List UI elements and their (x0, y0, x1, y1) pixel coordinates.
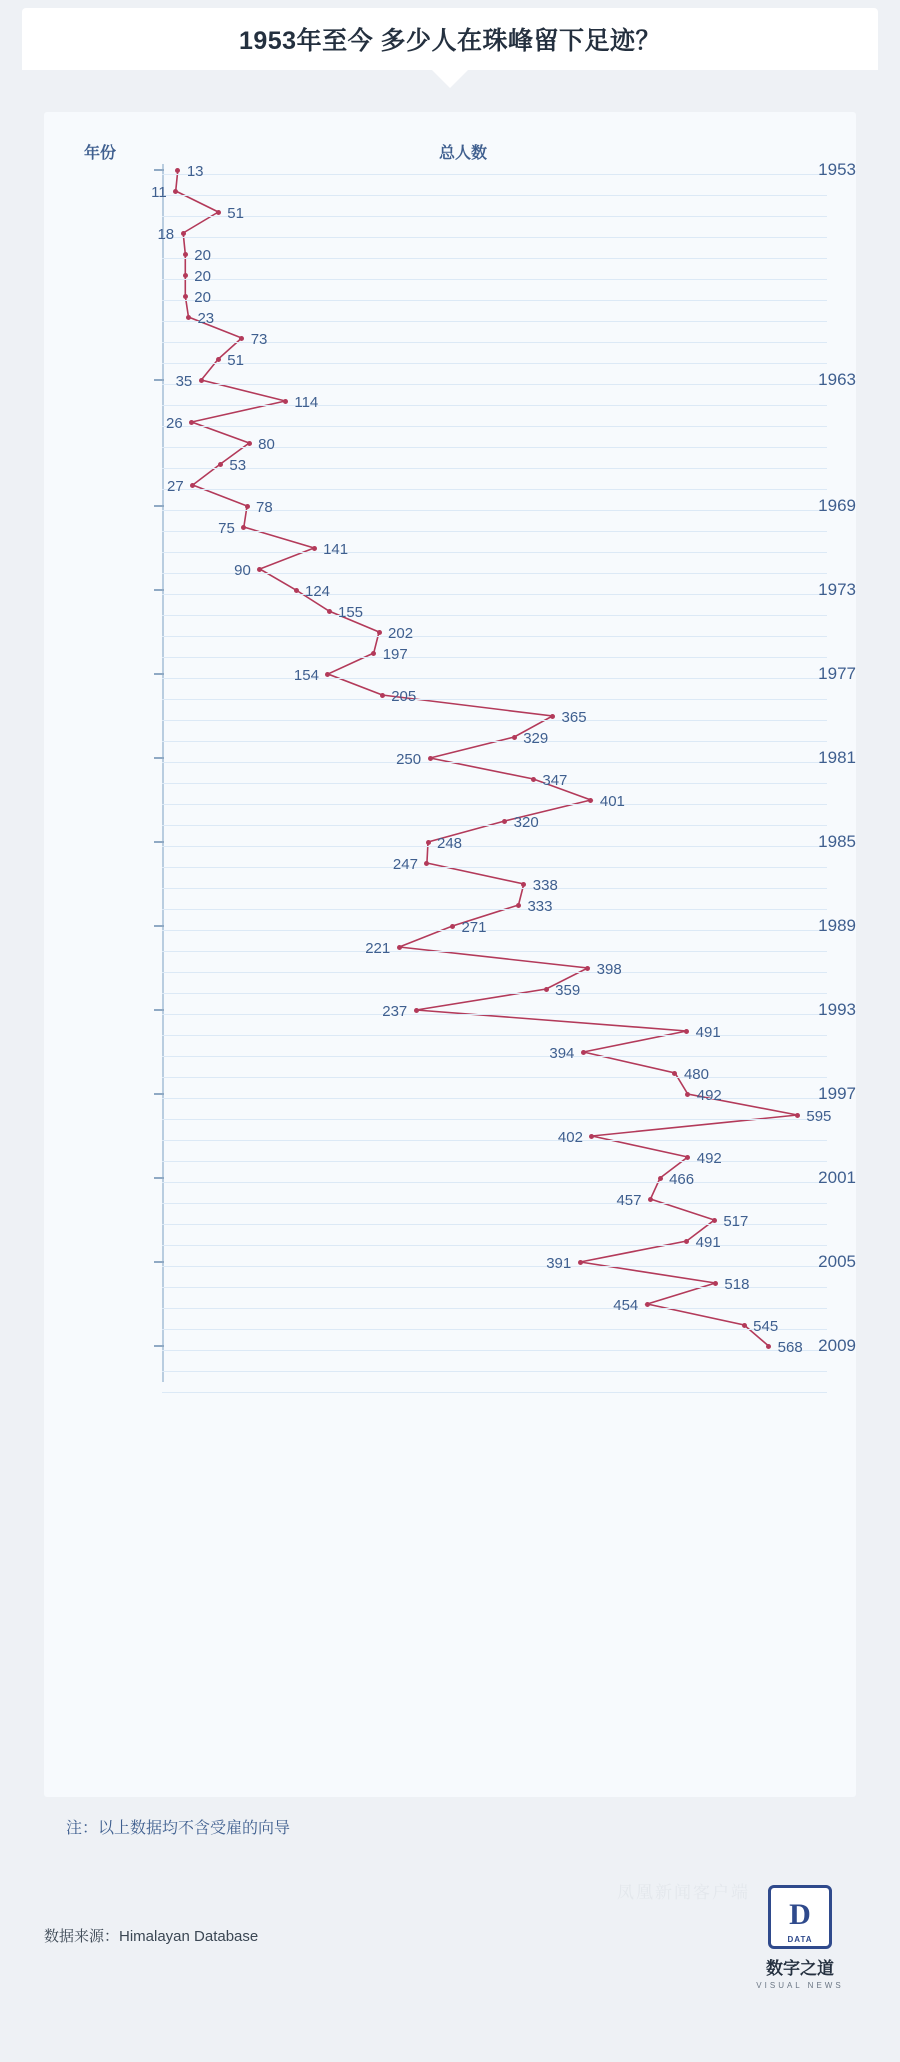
watermark-text: 凤凰新闻客户端 (617, 1883, 750, 1902)
data-point-label: 155 (338, 604, 364, 621)
data-point (684, 1029, 689, 1034)
data-point (183, 294, 188, 299)
data-point (294, 588, 299, 593)
data-point-label: 398 (596, 961, 622, 978)
y-axis-tick-mark (154, 1093, 164, 1095)
data-point-label: 237 (382, 1003, 408, 1020)
data-point (648, 1197, 653, 1202)
gridline (162, 1014, 827, 1015)
gridline (162, 300, 827, 301)
data-point (257, 567, 262, 572)
y-axis-tick-mark (154, 673, 164, 675)
data-point (684, 1239, 689, 1244)
data-point-label: 27 (167, 478, 184, 495)
data-point-label: 480 (683, 1066, 709, 1083)
data-point (183, 273, 188, 278)
data-point (585, 966, 590, 971)
y-axis-tick-label: 1993 (818, 1000, 856, 1019)
data-point-label: 329 (523, 730, 549, 747)
data-point-label: 347 (542, 772, 568, 789)
data-point-label: 11 (151, 184, 167, 201)
gridline (162, 888, 827, 889)
gridline (162, 1329, 827, 1330)
data-point (190, 483, 195, 488)
data-point (199, 378, 204, 383)
gridline (162, 468, 827, 469)
data-point-label: 402 (557, 1129, 583, 1146)
gridline (162, 1077, 827, 1078)
data-point (327, 609, 332, 614)
gridline (162, 174, 827, 175)
data-point (795, 1113, 800, 1118)
gridline (162, 1140, 827, 1141)
data-point-label: 73 (250, 331, 268, 348)
data-point (377, 630, 382, 635)
data-point-label: 250 (396, 751, 422, 768)
data-point-label: 359 (555, 982, 581, 999)
data-point-label: 333 (527, 898, 553, 915)
gridline (162, 1308, 827, 1309)
gridline (162, 405, 827, 406)
data-point-label: 26 (165, 415, 183, 432)
data-point-label: 197 (382, 646, 408, 663)
data-point (685, 1155, 690, 1160)
data-point (712, 1218, 717, 1223)
chart-line-series (44, 112, 856, 1797)
gridline (162, 426, 827, 427)
logo-letter: D (789, 1897, 811, 1931)
y-axis-tick-label: 1969 (818, 496, 856, 515)
gridline (162, 1350, 827, 1351)
y-axis-tick-label: 1977 (818, 664, 856, 683)
gridline (162, 1392, 827, 1393)
data-point-label: 20 (194, 247, 211, 264)
data-point (380, 693, 385, 698)
gridline (162, 678, 827, 679)
data-source: 数据来源：Himalayan Database (44, 1928, 259, 1945)
data-point (550, 714, 555, 719)
data-point-label: 248 (437, 835, 463, 852)
data-point-label: 518 (724, 1276, 750, 1293)
gridline (162, 1098, 827, 1099)
data-point-label: 35 (175, 373, 193, 390)
data-point (658, 1176, 663, 1181)
data-point (181, 231, 186, 236)
data-point-label: 394 (549, 1045, 575, 1062)
data-point-label: 247 (392, 856, 418, 873)
gridline (162, 1119, 827, 1120)
gridline (162, 1203, 827, 1204)
data-point-label: 492 (696, 1087, 722, 1104)
data-point (742, 1323, 747, 1328)
gridline (162, 384, 827, 385)
gridline (162, 741, 827, 742)
data-point-label: 466 (669, 1171, 695, 1188)
gridline (162, 573, 827, 574)
y-axis-tick-label: 1963 (818, 370, 856, 389)
data-point (428, 756, 433, 761)
data-point (544, 987, 549, 992)
gridline (162, 216, 827, 217)
data-point-label: 114 (294, 394, 319, 411)
gridline (162, 846, 827, 847)
data-point-label: 320 (513, 814, 539, 831)
axis-label-year: 年份 (84, 145, 117, 162)
y-axis-tick-label: 2001 (818, 1168, 856, 1187)
gridline (162, 1161, 827, 1162)
data-point-label: 221 (365, 940, 391, 957)
data-point (371, 651, 376, 656)
y-axis-tick-label: 1989 (818, 916, 856, 935)
gridline (162, 825, 827, 826)
data-point-label: 457 (616, 1192, 642, 1209)
y-axis-tick-label: 2005 (818, 1252, 856, 1271)
y-axis-tick-mark (154, 925, 164, 927)
data-point (216, 210, 221, 215)
data-point-label: 454 (613, 1297, 639, 1314)
gridline (162, 531, 827, 532)
data-point (173, 189, 178, 194)
data-point-label: 80 (258, 436, 275, 453)
data-point (685, 1092, 690, 1097)
y-axis-tick-mark (154, 841, 164, 843)
data-point-label: 18 (157, 226, 175, 243)
y-axis-tick-mark (154, 379, 164, 381)
data-point (186, 315, 191, 320)
gridline (162, 762, 827, 763)
y-axis-tick-mark (154, 169, 164, 171)
data-point-label: 20 (194, 289, 211, 306)
gridline (162, 657, 827, 658)
data-point (397, 945, 402, 950)
data-point-label: 51 (227, 205, 244, 222)
y-axis-tick-label: 1997 (818, 1084, 856, 1103)
data-point-label: 51 (227, 352, 244, 369)
gridline (162, 1035, 827, 1036)
gridline (162, 1182, 827, 1183)
gridline (162, 489, 827, 490)
data-point-label: 568 (777, 1339, 803, 1356)
y-axis-tick-label: 1981 (818, 748, 856, 767)
axis-label-total: 总人数 (439, 145, 488, 162)
gridline (162, 636, 827, 637)
data-point-label: 401 (599, 793, 625, 810)
gridline (162, 720, 827, 721)
data-point-label: 338 (532, 877, 558, 894)
data-point (521, 882, 526, 887)
y-axis-tick-label: 1953 (818, 160, 856, 179)
data-point-label: 154 (293, 667, 319, 684)
data-point-label: 90 (234, 562, 251, 579)
data-point-label: 491 (695, 1024, 721, 1041)
data-point-label: 141 (323, 541, 349, 558)
y-axis-tick-mark (154, 505, 164, 507)
data-point (502, 819, 507, 824)
data-point (426, 840, 431, 845)
logo-data-text: DATA (787, 1935, 813, 1944)
gridline (162, 615, 827, 616)
gridline (162, 783, 827, 784)
gridline (162, 909, 827, 910)
data-point (245, 504, 250, 509)
gridline (162, 993, 827, 994)
y-axis (162, 164, 164, 1382)
gridline (162, 258, 827, 259)
data-point (450, 924, 455, 929)
logo-name-cn: 数字之道 (766, 1959, 834, 1978)
gridline (162, 951, 827, 952)
data-point-label: 53 (229, 457, 247, 474)
y-axis-tick-mark (154, 1345, 164, 1347)
line-chart-plot (44, 112, 856, 1797)
data-point (578, 1260, 583, 1265)
gridline (162, 1266, 827, 1267)
data-point (239, 336, 244, 341)
data-point-label: 75 (218, 520, 235, 537)
gridline (162, 1371, 827, 1372)
y-axis-tick-label: 2009 (818, 1336, 856, 1355)
gridline (162, 195, 827, 196)
data-point-label: 23 (197, 310, 215, 327)
gridline (162, 972, 827, 973)
data-point (216, 357, 221, 362)
gridline (162, 363, 827, 364)
data-point (512, 735, 517, 740)
data-point (516, 903, 521, 908)
data-point-label: 13 (186, 163, 204, 180)
y-axis-tick-mark (154, 1009, 164, 1011)
header-banner (22, 8, 878, 70)
data-point-label: 391 (546, 1255, 572, 1272)
y-axis-tick-mark (154, 589, 164, 591)
y-axis-tick-mark (154, 757, 164, 759)
gridline (162, 867, 827, 868)
data-point-label: 124 (305, 583, 331, 600)
gridline (162, 237, 827, 238)
chart-card (44, 112, 856, 1797)
page-title: 1953年至今 多少人在珠峰留下足迹？ (238, 27, 662, 55)
gridline (162, 699, 827, 700)
data-point (218, 462, 223, 467)
data-point (531, 777, 536, 782)
data-point (283, 399, 288, 404)
gridline (162, 552, 827, 553)
data-point (175, 168, 180, 173)
data-point (312, 546, 317, 551)
data-point (581, 1050, 586, 1055)
logo-name-en: VISUAL NEWS (756, 1981, 844, 1990)
data-point-label: 202 (388, 625, 414, 642)
data-point (183, 252, 188, 257)
data-point-label: 78 (256, 499, 273, 516)
data-point-label: 545 (753, 1318, 779, 1335)
data-point-label: 271 (461, 919, 487, 936)
data-point-label: 20 (194, 268, 211, 285)
gridline (162, 1056, 827, 1057)
data-point (189, 420, 194, 425)
data-point (588, 798, 593, 803)
data-point-label: 205 (391, 688, 417, 705)
data-point-label: 365 (561, 709, 587, 726)
gridline (162, 594, 827, 595)
data-point (645, 1302, 650, 1307)
gridline (162, 930, 827, 931)
chart-footnote: 注：以上数据均不含受雇的向导 (66, 1820, 291, 1837)
y-axis-tick-label: 1985 (818, 832, 856, 851)
data-point (713, 1281, 718, 1286)
gridline (162, 321, 827, 322)
logo-badge-icon (768, 1885, 832, 1949)
brand-logo (740, 1885, 860, 1990)
y-axis-tick-label: 1973 (818, 580, 856, 599)
data-point-label: 491 (695, 1234, 721, 1251)
gridline (162, 279, 827, 280)
y-axis-tick-mark (154, 1177, 164, 1179)
gridline (162, 804, 827, 805)
data-point-label: 492 (696, 1150, 722, 1167)
data-point-label: 595 (806, 1108, 832, 1125)
y-axis-tick-mark (154, 1261, 164, 1263)
header-notch (432, 70, 468, 88)
data-point (241, 525, 246, 530)
data-point (414, 1008, 419, 1013)
data-point (247, 441, 252, 446)
gridline (162, 1245, 827, 1246)
data-point-label: 517 (723, 1213, 749, 1230)
